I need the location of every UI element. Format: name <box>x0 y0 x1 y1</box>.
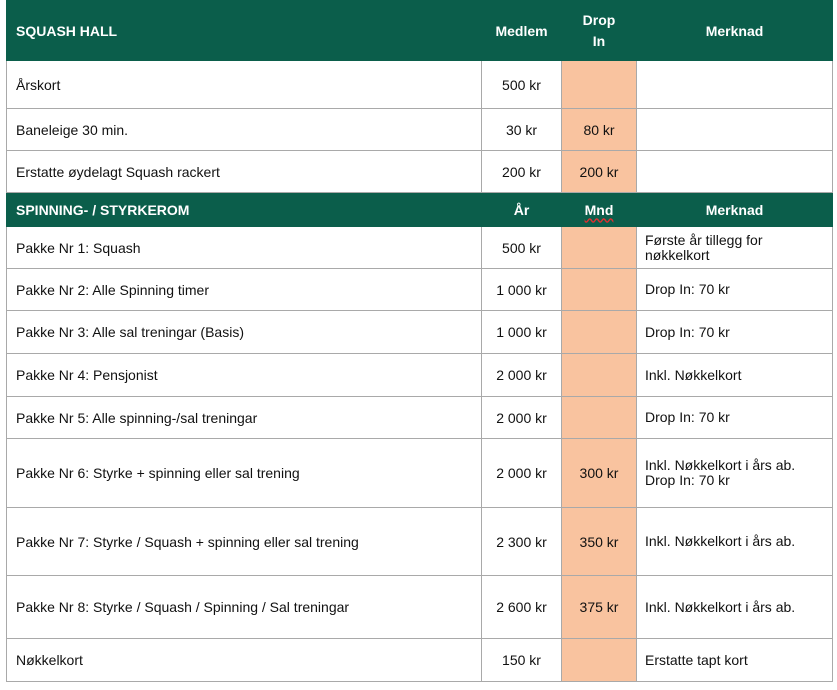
squash-row <box>7 151 833 193</box>
year-price: 2 300 kr <box>482 508 562 576</box>
year-price: 2 000 kr <box>482 354 562 397</box>
row-label: Årskort <box>7 61 482 109</box>
row-label: Nøkkelkort <box>7 639 482 682</box>
month-price <box>562 311 637 354</box>
squash-row <box>7 109 833 151</box>
dropin-price <box>562 61 637 109</box>
month-price <box>562 269 637 311</box>
month-price <box>562 354 637 397</box>
squash-note-column-header: Merknad <box>637 1 833 61</box>
row-note <box>637 61 833 109</box>
row-label: Pakke Nr 3: Alle sal treningar (Basis) <box>7 311 482 354</box>
row-label: Pakke Nr 2: Alle Spinning timer <box>7 269 482 311</box>
row-note <box>637 109 833 151</box>
package-row <box>7 354 833 397</box>
row-note: Inkl. Nøkkelkort <box>637 354 833 397</box>
member-price: 200 kr <box>482 151 562 193</box>
package-row <box>7 397 833 439</box>
year-price: 2 600 kr <box>482 576 562 639</box>
package-row <box>7 508 833 576</box>
row-note: Drop In: 70 kr <box>637 269 833 311</box>
year-price: 2 000 kr <box>482 439 562 508</box>
year-column-header: År <box>482 193 562 227</box>
year-price: 2 000 kr <box>482 397 562 439</box>
squash-header-row <box>7 1 833 61</box>
price-table <box>6 0 833 682</box>
package-row <box>7 576 833 639</box>
package-row <box>7 227 833 269</box>
dropin-price: 80 kr <box>562 109 637 151</box>
package-row <box>7 639 833 682</box>
row-label: Pakke Nr 8: Styrke / Squash / Spinning / Sal treningar <box>7 576 482 639</box>
package-row <box>7 439 833 508</box>
package-row <box>7 311 833 354</box>
member-price: 500 kr <box>482 61 562 109</box>
month-price: 375 kr <box>562 576 637 639</box>
year-price: 500 kr <box>482 227 562 269</box>
dropin-column-header: Drop In <box>562 1 637 61</box>
member-column-header: Medlem <box>482 1 562 61</box>
month-price <box>562 639 637 682</box>
row-note: Drop In: 70 kr <box>637 397 833 439</box>
row-note <box>637 151 833 193</box>
row-label: Pakke Nr 7: Styrke / Squash + spinning eller sal trening <box>7 508 482 576</box>
row-label: Pakke Nr 1: Squash <box>7 227 482 269</box>
row-label: Erstatte øydelagt Squash rackert <box>7 151 482 193</box>
month-price: 350 kr <box>562 508 637 576</box>
row-note: Erstatte tapt kort <box>637 639 833 682</box>
spinning-title: SPINNING- / STYRKEROM <box>7 193 482 227</box>
dropin-price: 200 kr <box>562 151 637 193</box>
row-note: Inkl. Nøkkelkort i års ab. Drop In: 70 kr <box>637 439 833 508</box>
member-price: 30 kr <box>482 109 562 151</box>
year-price: 1 000 kr <box>482 269 562 311</box>
spinning-header-row <box>7 193 833 227</box>
row-note: Inkl. Nøkkelkort i års ab. <box>637 508 833 576</box>
row-label: Pakke Nr 5: Alle spinning-/sal treningar <box>7 397 482 439</box>
squash-row <box>7 61 833 109</box>
month-column-header: Mnd <box>562 193 637 227</box>
row-label: Baneleige 30 min. <box>7 109 482 151</box>
month-price <box>562 397 637 439</box>
price-table-body <box>7 1 833 682</box>
row-label: Pakke Nr 6: Styrke + spinning eller sal trening <box>7 439 482 508</box>
month-price: 300 kr <box>562 439 637 508</box>
squash-title: SQUASH HALL <box>7 1 482 61</box>
spinning-note-column-header: Merknad <box>637 193 833 227</box>
row-note: Inkl. Nøkkelkort i års ab. <box>637 576 833 639</box>
row-note: Drop In: 70 kr <box>637 311 833 354</box>
year-price: 150 kr <box>482 639 562 682</box>
month-price <box>562 227 637 269</box>
year-price: 1 000 kr <box>482 311 562 354</box>
package-row <box>7 269 833 311</box>
row-note: Første år tillegg for nøkkelkort <box>637 227 833 269</box>
row-label: Pakke Nr 4: Pensjonist <box>7 354 482 397</box>
